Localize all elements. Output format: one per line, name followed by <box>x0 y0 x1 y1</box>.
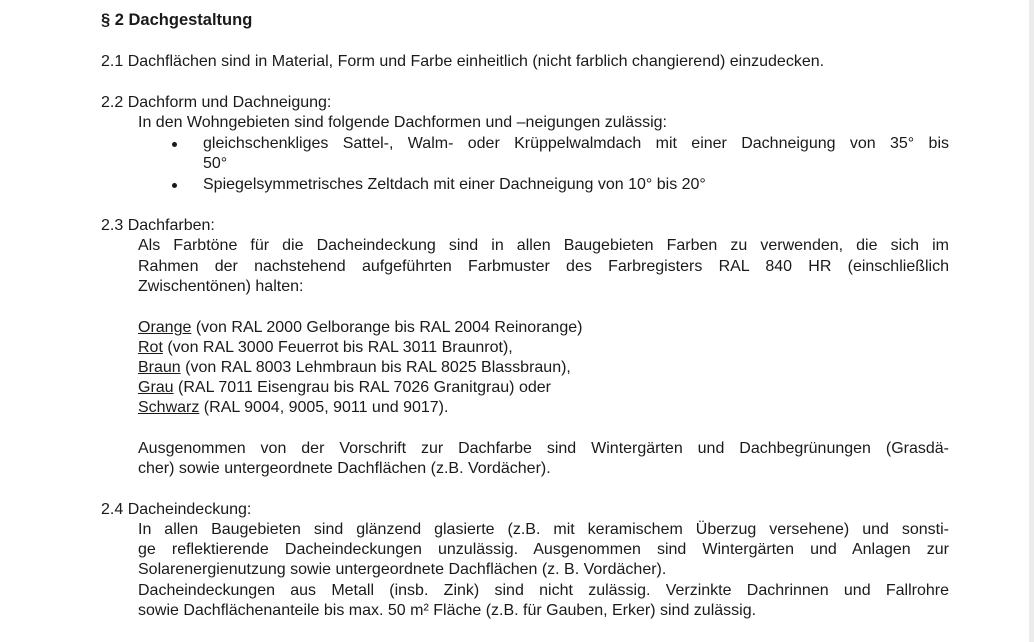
color-list-item <box>138 338 513 358</box>
color-range: (von RAL 3000 Feuerrot bis RAL 3011 Braunrot), <box>162 339 513 356</box>
paragraph-2-1: 2.1 Dachflächen sind in Material, Form und Farbe einheitlich (nicht farblich changierend) einzudecken. <box>101 53 825 70</box>
paragraph-2-4-line-3: Solarenergienutzung sowie untergeordnete Dachflächen (z. B. Vordächer). <box>138 561 667 578</box>
page-edge-shadow <box>1029 0 1034 642</box>
subsection-title-2-2: 2.2 Dachform und Dachneigung: <box>101 94 332 111</box>
color-name: Braun <box>138 359 181 376</box>
bullet-item-1-line-2: 50° <box>203 155 228 172</box>
bullet-item-2: Spiegelsymmetrisches Zeltdach mit einer Dachneigung von 10° bis 20° <box>203 176 706 193</box>
color-name: Rot <box>138 339 163 356</box>
color-name: Schwarz <box>138 399 200 416</box>
color-name: Grau <box>138 379 174 396</box>
color-list-item <box>138 398 448 418</box>
paragraph-2-4-line-2: ge reflektierende Dacheindeckungen unzulässig. Ausgenommen sind Wintergärten und Anlagen zur <box>138 541 949 558</box>
section-heading: § 2 Dachgestaltung <box>101 11 253 29</box>
exception-paragraph-line-2: cher) sowie untergeordnete Dachflächen (z.B. Vordächer). <box>138 460 551 477</box>
paragraph-2-4-line-5: sowie Dachflächenanteile bis max. 50 m² Fläche (z.B. für Gauben, Erker) sind zulässig. <box>138 602 757 619</box>
paragraph-2-4-line-1: In allen Baugebieten sind glänzend glasierte (z.B. mit keramischem Überzug versehene) und sonsti- <box>138 521 949 538</box>
color-range: (RAL 9004, 9005, 9011 und 9017). <box>199 399 449 416</box>
bullet-icon <box>172 134 182 154</box>
color-range: (von RAL 8003 Lehmbraun bis RAL 8025 Blassbraun), <box>180 359 571 376</box>
color-list-item <box>138 378 551 398</box>
color-range: (RAL 7011 Eisengrau bis RAL 7026 Granitgrau) oder <box>173 379 551 396</box>
color-name: Orange <box>138 319 192 336</box>
paragraph-2-3-line-3: Zwischentönen) halten: <box>138 278 304 295</box>
paragraph-2-4-line-4: Dacheindeckungen aus Metall (insb. Zink) sind nicht zulässig. Verzinkte Dachrinnen und Fallrohre <box>138 582 949 599</box>
color-list-item <box>138 318 582 338</box>
bullet-icon <box>172 175 182 195</box>
subsection-title-2-3: 2.3 Dachfarben: <box>101 217 215 234</box>
bullet-item-1-line-1: gleichschenkliges Sattel-, Walm- oder Krüppelwalmdach mit einer Dachneigung von 35° bis <box>203 135 949 152</box>
paragraph-2-3-line-1: Als Farbtöne für die Dacheindeckung sind in allen Baugebieten Farben zu verwenden, die sich im <box>138 237 949 254</box>
exception-paragraph-line-1: Ausgenommen von der Vorschrift zur Dachfarbe sind Wintergärten und Dachbegrünungen (Grasdä- <box>138 440 949 457</box>
color-range: (von RAL 2000 Gelborange bis RAL 2004 Reinorange) <box>191 319 583 336</box>
subsection-title-2-4: 2.4 Dacheindeckung: <box>101 501 252 518</box>
paragraph-2-2-intro: In den Wohngebieten sind folgende Dachformen und –neigungen zulässig: <box>138 114 667 131</box>
paragraph-2-3-line-2: Rahmen der nachstehend aufgeführten Farbmuster des Farbregisters RAL 840 HR (einschließlich <box>138 258 949 275</box>
color-list-item <box>138 358 571 378</box>
